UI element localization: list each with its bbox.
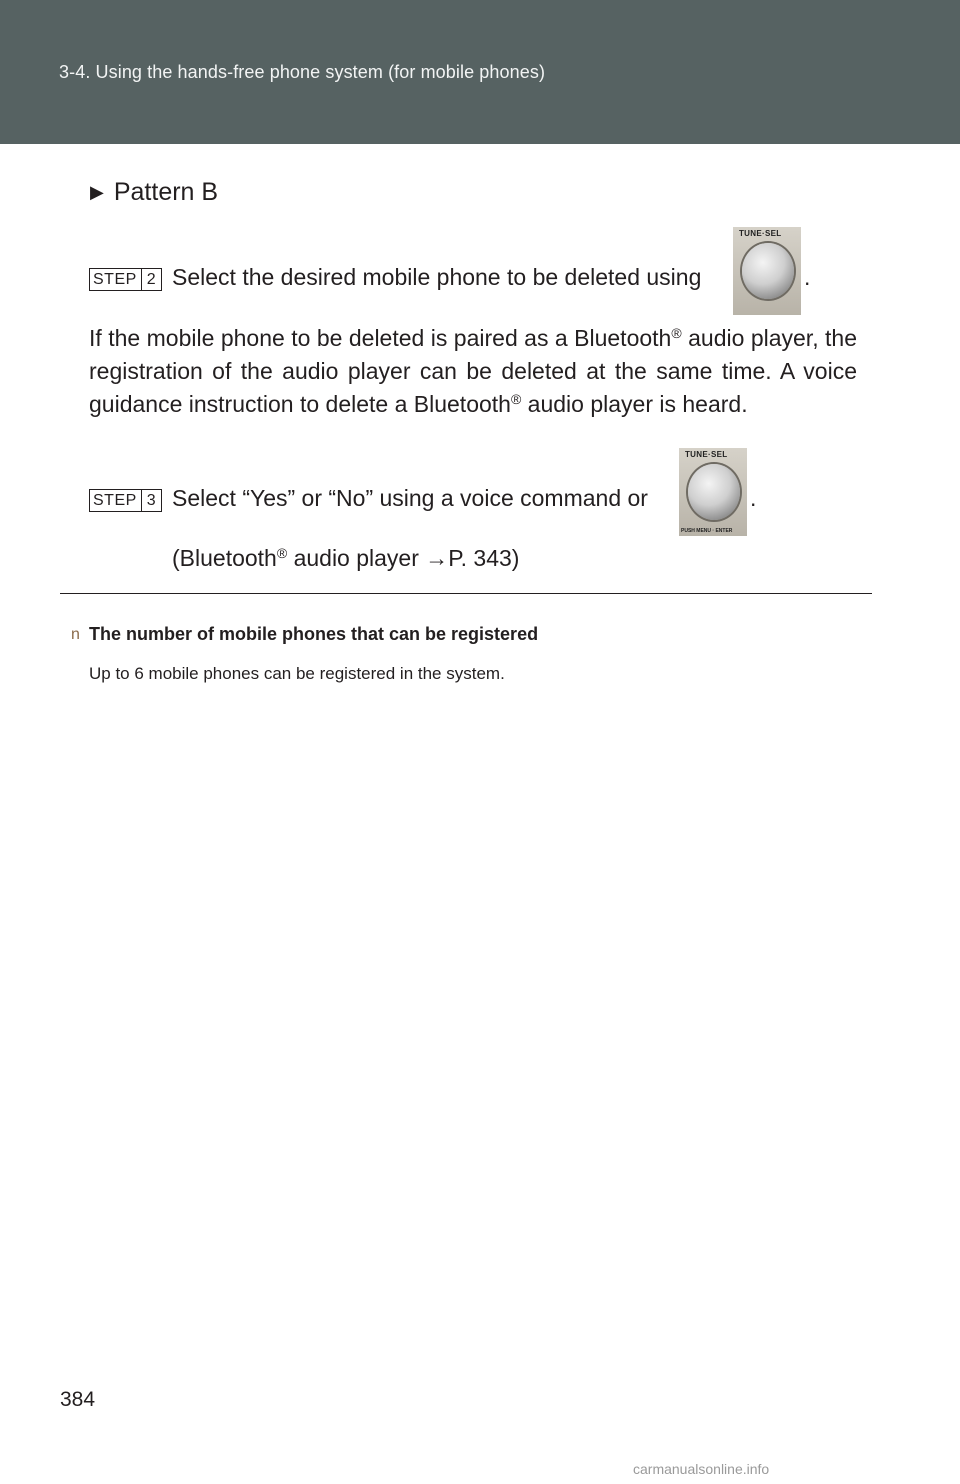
step-2-period: . [804,264,811,290]
step-2-badge [89,268,162,291]
step-label: STEP [93,271,137,288]
para-part-1: If the mobile phone to be deleted is paired as a Bluetooth [89,325,672,351]
para-part-2: audio player, the registration of the audio player can be deleted at the same time. A voice guidance instruction to delete a Bluetooth [89,325,858,417]
step-3-text: Select “Yes” or “No” using a voice command or [172,485,648,511]
ref-rest: audio player →P. 343) [287,545,520,571]
knob-top-label: TUNE·SEL [739,229,782,238]
pattern-label: Pattern B [113,178,219,206]
step-number: 3 [141,490,161,511]
divider [60,593,872,594]
note-title: The number of mobile phones that can be registered [89,624,539,644]
registered-mark: ® [671,325,682,341]
page-header [0,0,960,144]
registered-mark: ® [276,545,288,561]
step-3-period: . [750,485,757,511]
step-number: 2 [141,269,161,290]
note-body: Up to 6 mobile phones can be registered in the system. [89,664,505,683]
registered-mark: ® [510,391,522,407]
step-label: STEP [93,492,137,509]
step-3-badge [89,489,162,512]
para-part-3: audio player is heard. [521,391,748,417]
watermark: carmanualsonline.info [633,1461,770,1477]
tune-sel-knob-icon [679,448,747,536]
page-reference [172,545,519,572]
step-2-text: Select the desired mobile phone to be deleted using [172,264,702,290]
knob-top-label: TUNE·SEL [685,450,728,459]
page-number: 384 [60,1388,96,1411]
explanation-paragraph [89,322,857,421]
ref-open: (Bluetooth [172,545,277,571]
knob-dial [742,243,794,299]
note-bullet-icon: n [71,626,80,643]
pattern-heading [90,178,218,207]
knob-bottom-label: PUSH MENU · ENTER [681,528,733,534]
tune-sel-knob-icon [733,227,801,315]
section-title: 3-4. Using the hands-free phone system (for mobile phones) [59,62,546,82]
knob-dial [688,464,740,520]
triangle-arrow-icon: ▶ [90,182,104,202]
